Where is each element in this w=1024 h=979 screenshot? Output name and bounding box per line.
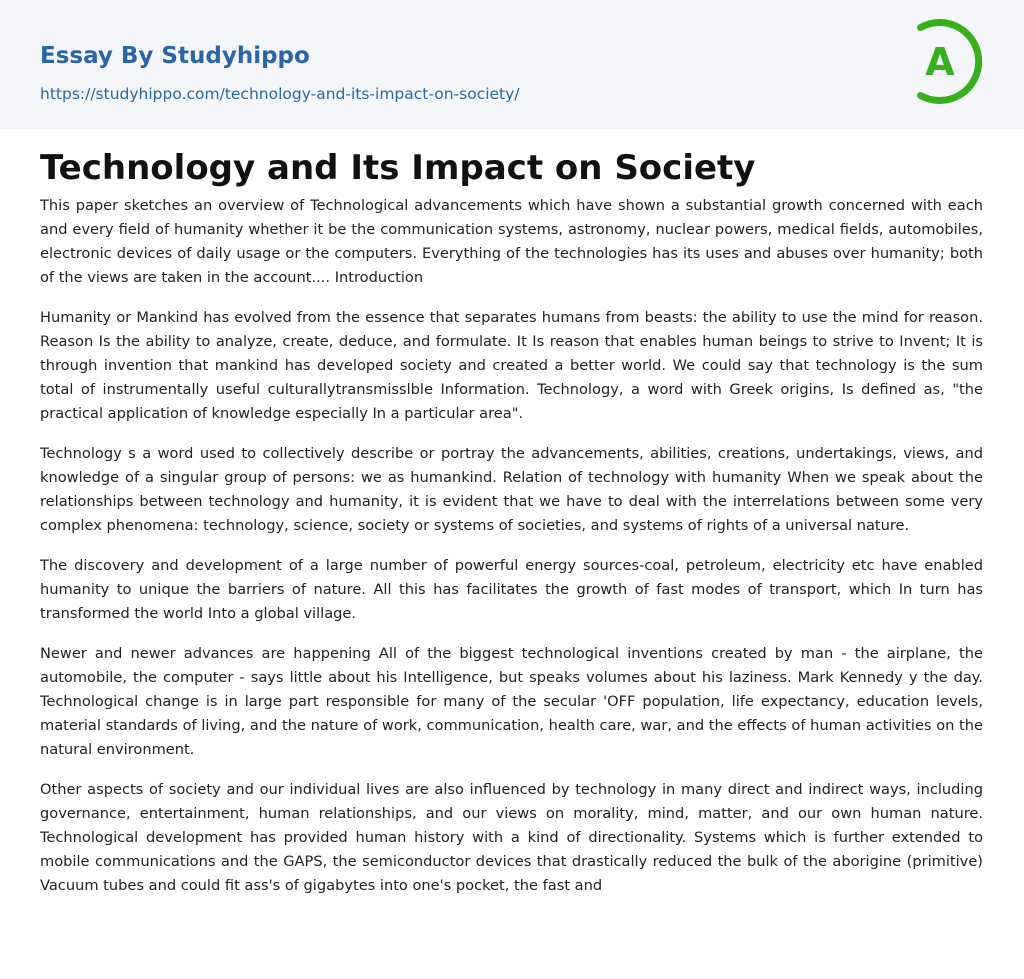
studyhippo-logo[interactable] [912, 19, 986, 105]
site-header [0, 0, 1024, 129]
logo-letter: A [925, 40, 955, 84]
essay-paragraph: Newer and newer advances are happening All of the biggest technological inventions created by man - the airplane, the automobile, the computer - says little about his Intelligence, but speaks volumes about his laziness. Mark Kennedy y the day. Technological change is in large part responsible for many of the secular 'OFF population, life expectancy, education levels, material standards of living, and the nature of work, communication, health care, war, and the effects of human activities on the natural environment. [40, 645, 983, 758]
essay-body [40, 194, 983, 979]
essay-paragraph: The discovery and development of a large number of powerful energy sources-coal, petroleum, electricity etc have enabled humanity to unique the barriers of nature. All this has facilitates the growth of fast modes of transport, which In turn has transformed the world Into a global village. [40, 557, 983, 622]
essay-title: Technology and Its Impact on Society [40, 148, 756, 188]
essay-paragraph: This paper sketches an overview of Technological advancements which have shown a substantial growth concerned with each and every field of humanity whether it be the communication systems, astronomy, nuclear powers, medical fields, automobiles, electronic devices of daily usage or the computers. Everything of the technologies has its uses and abuses over humanity; both of the views are taken in the account.... Introduction [40, 197, 983, 286]
essay-paragraph: Other aspects of society and our individual lives are also influenced by technology in many direct and indirect ways, including governance, entertainment, human relationships, and our views on morality, mind, matter, and our own human nature. Technological development has provided human history with a kind of directionality. Systems which is further extended to mobile communications and the GAPS, the semiconductor devices that drastically reduced the bulk of the aborigine (primitive) Vacuum tubes and could fit ass's of gigabytes into one's pocket, the fast and [40, 781, 983, 894]
brand-title: Essay By Studyhippo [40, 43, 310, 69]
source-url-link[interactable]: https://studyhippo.com/technology-and-its-impact-on-society/ [40, 85, 520, 103]
essay-paragraph: Humanity or Mankind has evolved from the essence that separates humans from beasts: the ability to use the mind for reason. Reason Is the ability to analyze, create, deduce, and formulate. It Is reason that enables human beings to strive to Invent; It is through invention that mankind has developed society and created a better world. We could say that technology is the sum total of instrumentally useful culturallytransmisslble Information. Technology, a word with Greek origins, Is defined as, "the practical application of knowledge especially In a particular area". [40, 309, 983, 422]
essay-paragraph: Technology s a word used to collectively describe or portray the advancements, abilities, creations, undertakings, views, and knowledge of a singular group of persons: we as humankind. Relation of technology with humanity When we speak about the relationships between technology and humanity, it is evident that we have to deal with the interrelations between some very complex phenomena: technology, science, society or systems of societies, and systems of rights of a universal nature. [40, 445, 983, 534]
logo-a-ring-icon [912, 19, 986, 105]
